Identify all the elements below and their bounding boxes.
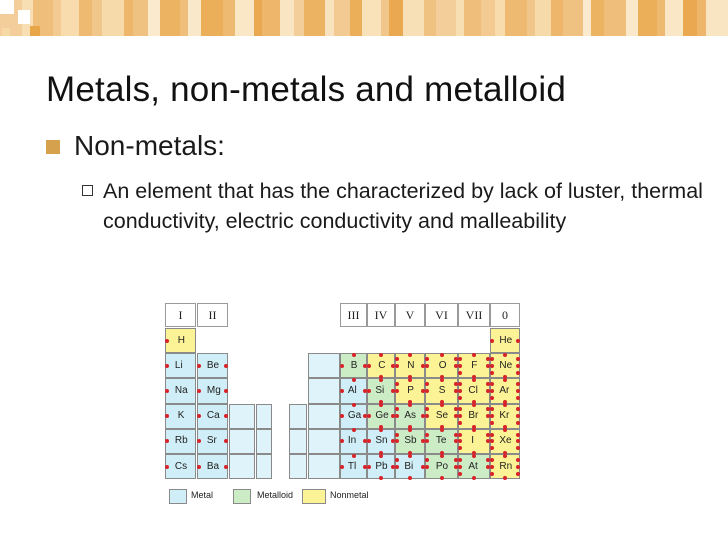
- legend-label: Metalloid: [257, 490, 294, 500]
- element-electron-dot: [425, 458, 429, 462]
- transition-block: [229, 429, 255, 454]
- banner-segment: [657, 0, 665, 36]
- element-electron-dot: [165, 465, 169, 469]
- banner-segment: [403, 0, 425, 36]
- banner-segment: [535, 0, 551, 36]
- element-electron-dot: [197, 465, 201, 469]
- element-symbol: Sr: [206, 435, 217, 447]
- banner-segment: [424, 0, 436, 36]
- element-symbol: Ca: [206, 410, 220, 422]
- element-electron-dot: [379, 378, 383, 382]
- element-electron-dot: [516, 371, 520, 375]
- banner-segment: [223, 0, 235, 36]
- banner-strip: [0, 0, 728, 36]
- element-symbol: Ga: [347, 410, 362, 422]
- element-symbol: Si: [375, 385, 385, 396]
- banner-segment: [325, 0, 334, 36]
- element-electron-dot: [165, 339, 169, 343]
- element-symbol: Cs: [174, 460, 188, 472]
- element-symbol: Xe: [499, 435, 512, 447]
- banner-square: [0, 0, 14, 14]
- element-symbol: Cl: [468, 385, 478, 396]
- legend-label: Metal: [191, 490, 214, 500]
- group-header: I: [165, 303, 196, 327]
- banner-segment: [638, 0, 658, 36]
- element-symbol: Ge: [375, 410, 389, 422]
- element-electron-dot: [395, 389, 399, 393]
- transition-block: [256, 429, 272, 454]
- group-header: V: [395, 303, 425, 327]
- element-symbol: Bi: [404, 460, 414, 472]
- banner-segment: [235, 0, 255, 36]
- banner-segment: [706, 0, 728, 36]
- element-symbol: S: [438, 385, 446, 396]
- banner-segment: [53, 0, 61, 36]
- element-symbol: B: [350, 359, 358, 371]
- element-electron-dot: [458, 371, 462, 375]
- group-header: VII: [458, 303, 490, 327]
- element-electron-dot: [165, 364, 169, 368]
- element-electron-dot: [352, 454, 356, 458]
- element-electron-dot: [458, 396, 462, 400]
- element-electron-dot: [503, 454, 507, 458]
- element-electron-dot: [490, 472, 494, 476]
- banner-segment: [527, 0, 536, 36]
- legend-swatch: [169, 489, 187, 504]
- element-symbol: K: [177, 410, 185, 422]
- group-header: II: [197, 303, 228, 327]
- transition-block: [256, 404, 272, 429]
- element-electron-dot: [490, 339, 494, 343]
- element-electron-dot: [516, 389, 520, 393]
- banner-segment: [133, 0, 149, 36]
- banner-segment: [381, 0, 389, 36]
- banner-segment: [254, 0, 262, 36]
- transition-block: [289, 429, 307, 454]
- element-symbol: Li: [174, 359, 183, 371]
- element-electron-dot: [425, 465, 429, 469]
- element-electron-dot: [224, 364, 228, 368]
- element-symbol: Ar: [499, 385, 510, 396]
- element-electron-dot: [516, 357, 520, 361]
- element-electron-dot: [516, 364, 520, 368]
- element-symbol: He: [499, 334, 513, 346]
- element-electron-dot: [490, 396, 494, 400]
- element-symbol: F: [471, 359, 478, 371]
- element-electron-dot: [516, 396, 520, 400]
- element-electron-dot: [395, 433, 399, 437]
- transition-block: [256, 454, 272, 479]
- element-electron-dot: [408, 353, 412, 357]
- element-symbol: Na: [174, 385, 188, 396]
- element-symbol: Al: [347, 385, 357, 396]
- banner-segment: [160, 0, 180, 36]
- element-electron-dot: [490, 389, 494, 393]
- element-electron-dot: [197, 364, 201, 368]
- element-symbol: Po: [435, 460, 449, 472]
- element-electron-dot: [425, 364, 429, 368]
- element-symbol: O: [438, 359, 447, 371]
- element-electron-dot: [440, 403, 444, 407]
- element-electron-dot: [490, 357, 494, 361]
- element-symbol: C: [378, 359, 386, 371]
- banner-segment: [481, 0, 495, 36]
- element-symbol: In: [347, 435, 357, 447]
- element-electron-dot: [367, 465, 371, 469]
- element-electron-dot: [440, 378, 444, 382]
- banner-segment: [697, 0, 707, 36]
- legend-swatch: [233, 489, 251, 504]
- element-electron-dot: [440, 454, 444, 458]
- element-electron-dot: [458, 364, 462, 368]
- element-symbol: Tl: [347, 460, 357, 472]
- transition-block: [308, 454, 340, 479]
- element-electron-dot: [490, 465, 494, 469]
- element-electron-dot: [379, 353, 383, 357]
- element-electron-dot: [197, 389, 201, 393]
- banner-segment: [262, 0, 280, 36]
- element-electron-dot: [352, 378, 356, 382]
- element-symbol: Sn: [375, 435, 388, 447]
- banner-segment: [188, 0, 202, 36]
- element-electron-dot: [490, 458, 494, 462]
- element-electron-dot: [165, 389, 169, 393]
- transition-block: [289, 404, 307, 429]
- element-electron-dot: [458, 472, 462, 476]
- banner-segment: [495, 0, 505, 36]
- element-electron-dot: [425, 357, 429, 361]
- transition-block: [308, 378, 340, 403]
- element-electron-dot: [458, 433, 462, 437]
- transition-block: [308, 429, 340, 454]
- element-electron-dot: [516, 433, 520, 437]
- banner-square: [18, 10, 30, 24]
- banner-segment: [280, 0, 294, 36]
- transition-block: [229, 404, 255, 429]
- transition-block: [308, 353, 340, 378]
- banner-segment: [362, 0, 382, 36]
- element-electron-dot: [340, 465, 344, 469]
- element-electron-dot: [440, 476, 444, 480]
- banner-segment: [389, 0, 403, 36]
- banner-segment: [92, 0, 102, 36]
- element-electron-dot: [408, 378, 412, 382]
- element-symbol: Rn: [499, 460, 513, 472]
- banner-square: [30, 26, 40, 36]
- group-header: VI: [425, 303, 458, 327]
- element-electron-dot: [379, 454, 383, 458]
- banner-segment: [626, 0, 638, 36]
- element-symbol: H: [177, 334, 185, 346]
- element-electron-dot: [395, 458, 399, 462]
- banner-segment: [551, 0, 563, 36]
- element-symbol: Ba: [206, 460, 220, 472]
- sub-bullet-definition: An element that has the characterized by lack of luster, thermal conductivity, electric conductivity and malleability: [103, 179, 703, 233]
- bullet-non-metals: Non-metals:: [74, 130, 225, 161]
- banner-segment: [148, 0, 160, 36]
- element-electron-dot: [472, 454, 476, 458]
- banner-segment: [79, 0, 93, 36]
- slide-title: Metals, non-metals and metalloid: [46, 70, 566, 109]
- element-electron-dot: [503, 353, 507, 357]
- banner-segment: [304, 0, 326, 36]
- element-symbol: Pb: [375, 460, 388, 472]
- group-header: III: [340, 303, 367, 327]
- element-electron-dot: [440, 353, 444, 357]
- element-symbol: N: [407, 359, 415, 371]
- banner-segment: [604, 0, 626, 36]
- transition-block: [229, 454, 255, 479]
- element-electron-dot: [503, 476, 507, 480]
- banner-segment: [436, 0, 456, 36]
- element-electron-dot: [395, 364, 399, 368]
- element-electron-dot: [490, 433, 494, 437]
- legend-swatch: [302, 489, 326, 504]
- hollow-square-bullet-icon: [82, 185, 93, 196]
- element-electron-dot: [516, 465, 520, 469]
- element-electron-dot: [352, 428, 356, 432]
- element-electron-dot: [503, 378, 507, 382]
- element-symbol: As: [404, 410, 417, 422]
- element-symbol: Rb: [174, 435, 188, 447]
- element-electron-dot: [490, 364, 494, 368]
- element-electron-dot: [458, 465, 462, 469]
- banner-segment: [456, 0, 464, 36]
- element-electron-dot: [352, 353, 356, 357]
- element-electron-dot: [224, 389, 228, 393]
- element-symbol: I: [471, 435, 474, 447]
- square-bullet-icon: [46, 140, 60, 154]
- element-electron-dot: [425, 433, 429, 437]
- element-electron-dot: [408, 476, 412, 480]
- banner-segment: [201, 0, 223, 36]
- banner-segment: [583, 0, 591, 36]
- element-symbol: Ne: [499, 359, 513, 371]
- element-symbol: Kr: [499, 410, 510, 422]
- banner-segment: [464, 0, 482, 36]
- element-symbol: Be: [206, 359, 220, 371]
- banner-segment: [665, 0, 683, 36]
- element-symbol: Te: [435, 435, 447, 447]
- banner-segment: [61, 0, 79, 36]
- element-symbol: Br: [468, 410, 479, 422]
- element-electron-dot: [379, 476, 383, 480]
- banner-square: [2, 28, 10, 36]
- banner-segment: [180, 0, 188, 36]
- legend-label: Nonmetal: [330, 490, 369, 500]
- banner-segment: [591, 0, 605, 36]
- element-electron-dot: [340, 364, 344, 368]
- element-electron-dot: [440, 428, 444, 432]
- element-electron-dot: [458, 458, 462, 462]
- element-electron-dot: [425, 389, 429, 393]
- element-electron-dot: [490, 371, 494, 375]
- element-symbol: Sb: [404, 435, 417, 447]
- transition-block: [289, 454, 307, 479]
- element-symbol: Se: [435, 410, 449, 422]
- element-electron-dot: [516, 339, 520, 343]
- element-electron-dot: [472, 353, 476, 357]
- element-electron-dot: [472, 378, 476, 382]
- banner-segment: [350, 0, 362, 36]
- element-electron-dot: [340, 389, 344, 393]
- group-header: IV: [367, 303, 395, 327]
- banner-segment: [294, 0, 304, 36]
- banner-segment: [563, 0, 583, 36]
- element-electron-dot: [395, 357, 399, 361]
- element-electron-dot: [367, 389, 371, 393]
- element-electron-dot: [352, 403, 356, 407]
- element-electron-dot: [224, 465, 228, 469]
- element-electron-dot: [516, 458, 520, 462]
- element-electron-dot: [458, 357, 462, 361]
- element-electron-dot: [516, 472, 520, 476]
- banner-segment: [124, 0, 133, 36]
- transition-block: [308, 404, 340, 429]
- element-electron-dot: [472, 476, 476, 480]
- element-symbol: P: [407, 385, 414, 396]
- banner-segment: [505, 0, 527, 36]
- element-electron-dot: [395, 465, 399, 469]
- element-symbol: At: [468, 460, 478, 472]
- element-electron-dot: [458, 389, 462, 393]
- decorative-banner: [0, 0, 728, 44]
- banner-segment: [102, 0, 124, 36]
- element-electron-dot: [367, 364, 371, 368]
- banner-segment: [683, 0, 697, 36]
- group-header: 0: [490, 303, 520, 327]
- element-symbol: Mg: [206, 385, 221, 396]
- element-electron-dot: [408, 454, 412, 458]
- banner-segment: [334, 0, 350, 36]
